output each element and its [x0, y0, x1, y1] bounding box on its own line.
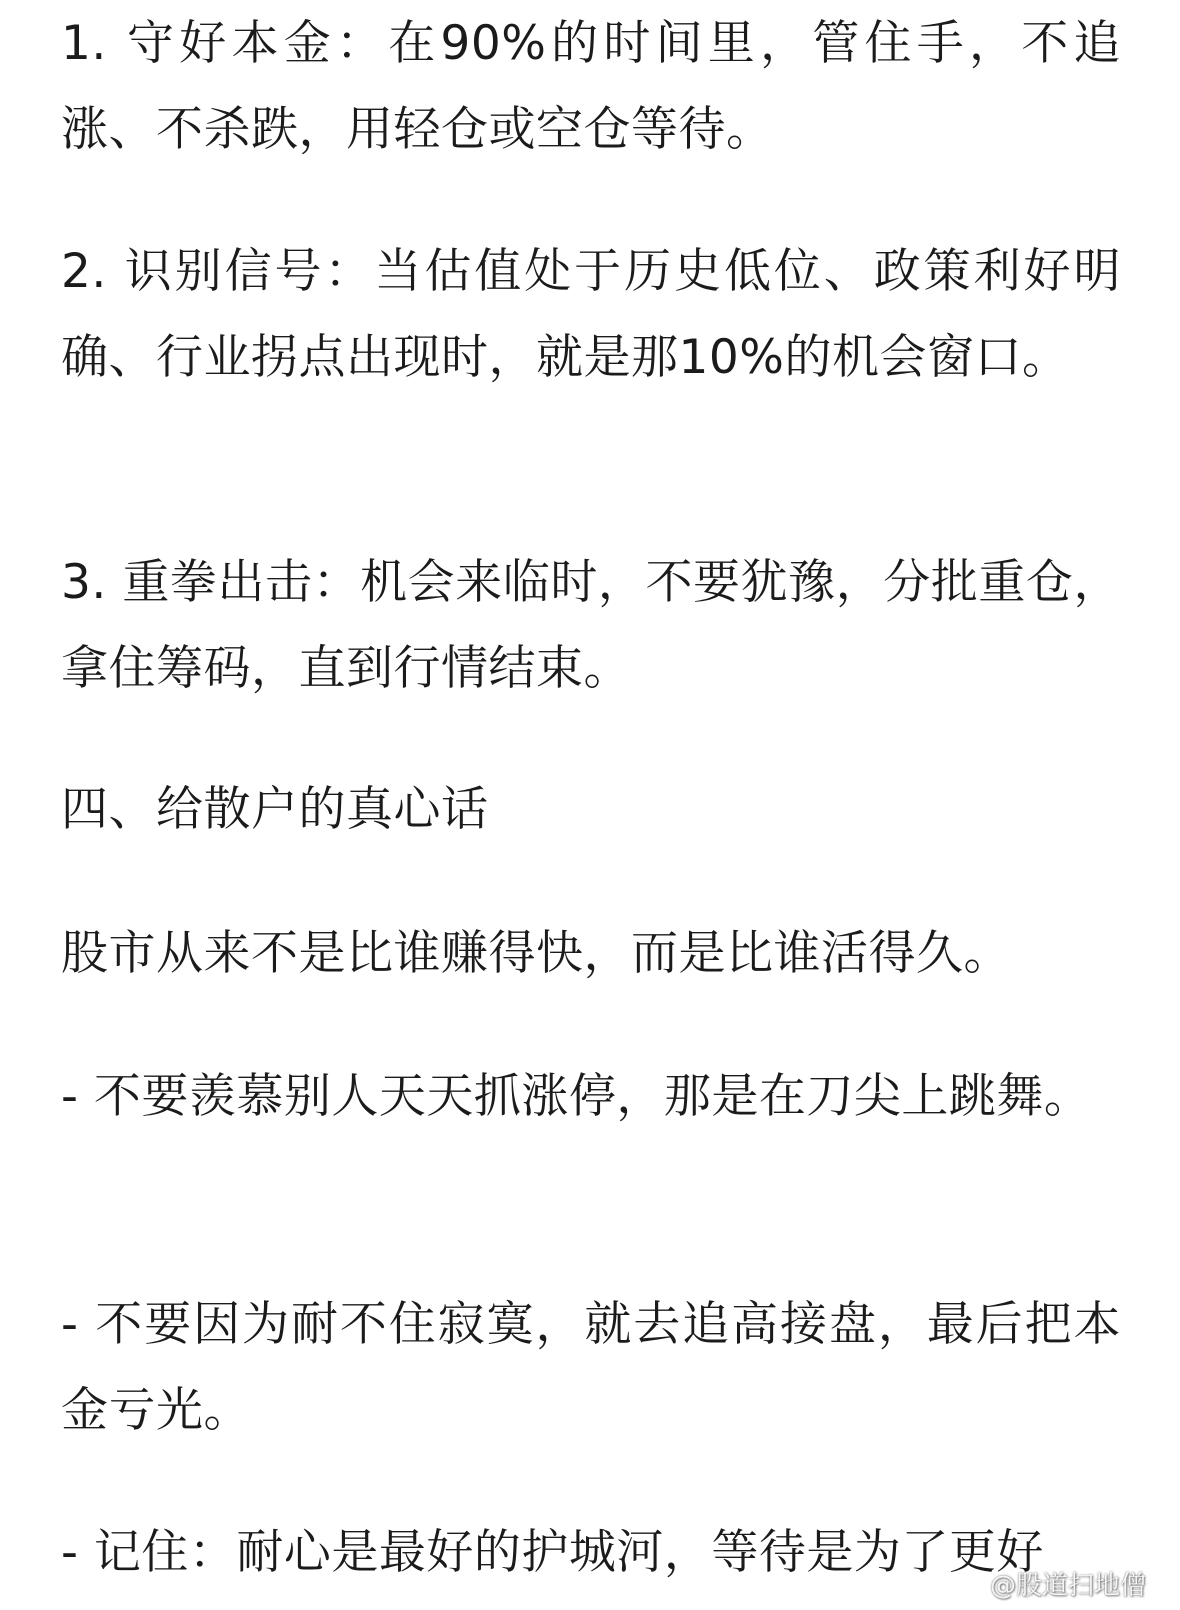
watermark	[950, 1565, 1146, 1602]
watermark-text: @股道扫地僧	[989, 1571, 1146, 1601]
bullet-dont-chase: - 不要因为耐不住寂寞，就去追高接盘，最后把本金亏光。	[61, 1297, 1121, 1438]
paragraph-protect-principal: 1. 守好本金：在90%的时间里，管住手，不追涨、不杀跌，用轻仓或空仓等待。	[61, 16, 1121, 157]
section-heading: 四、给散户的真心话	[61, 782, 489, 837]
paragraph-survive-longer: 股市从来不是比谁赚得快，而是比谁活得久。	[61, 926, 1011, 981]
paragraph-identify-signals: 2. 识别信号：当估值处于历史低位、政策利好明确、行业拐点出现时，就是那10%的机会窗口。	[61, 244, 1121, 385]
bullet-remember-patience: - 记住：耐心是最好的护城河，等待是为了更好	[61, 1525, 1044, 1580]
bullet-dont-envy: - 不要羡慕别人天天抓涨停，那是在刀尖上跳舞。	[61, 1069, 1092, 1124]
weibo-logo-icon	[950, 1570, 984, 1598]
paragraph-strike-hard: 3. 重拳出击：机会来临时，不要犹豫，分批重仓，拿住筹码，直到行情结束。	[61, 555, 1121, 696]
